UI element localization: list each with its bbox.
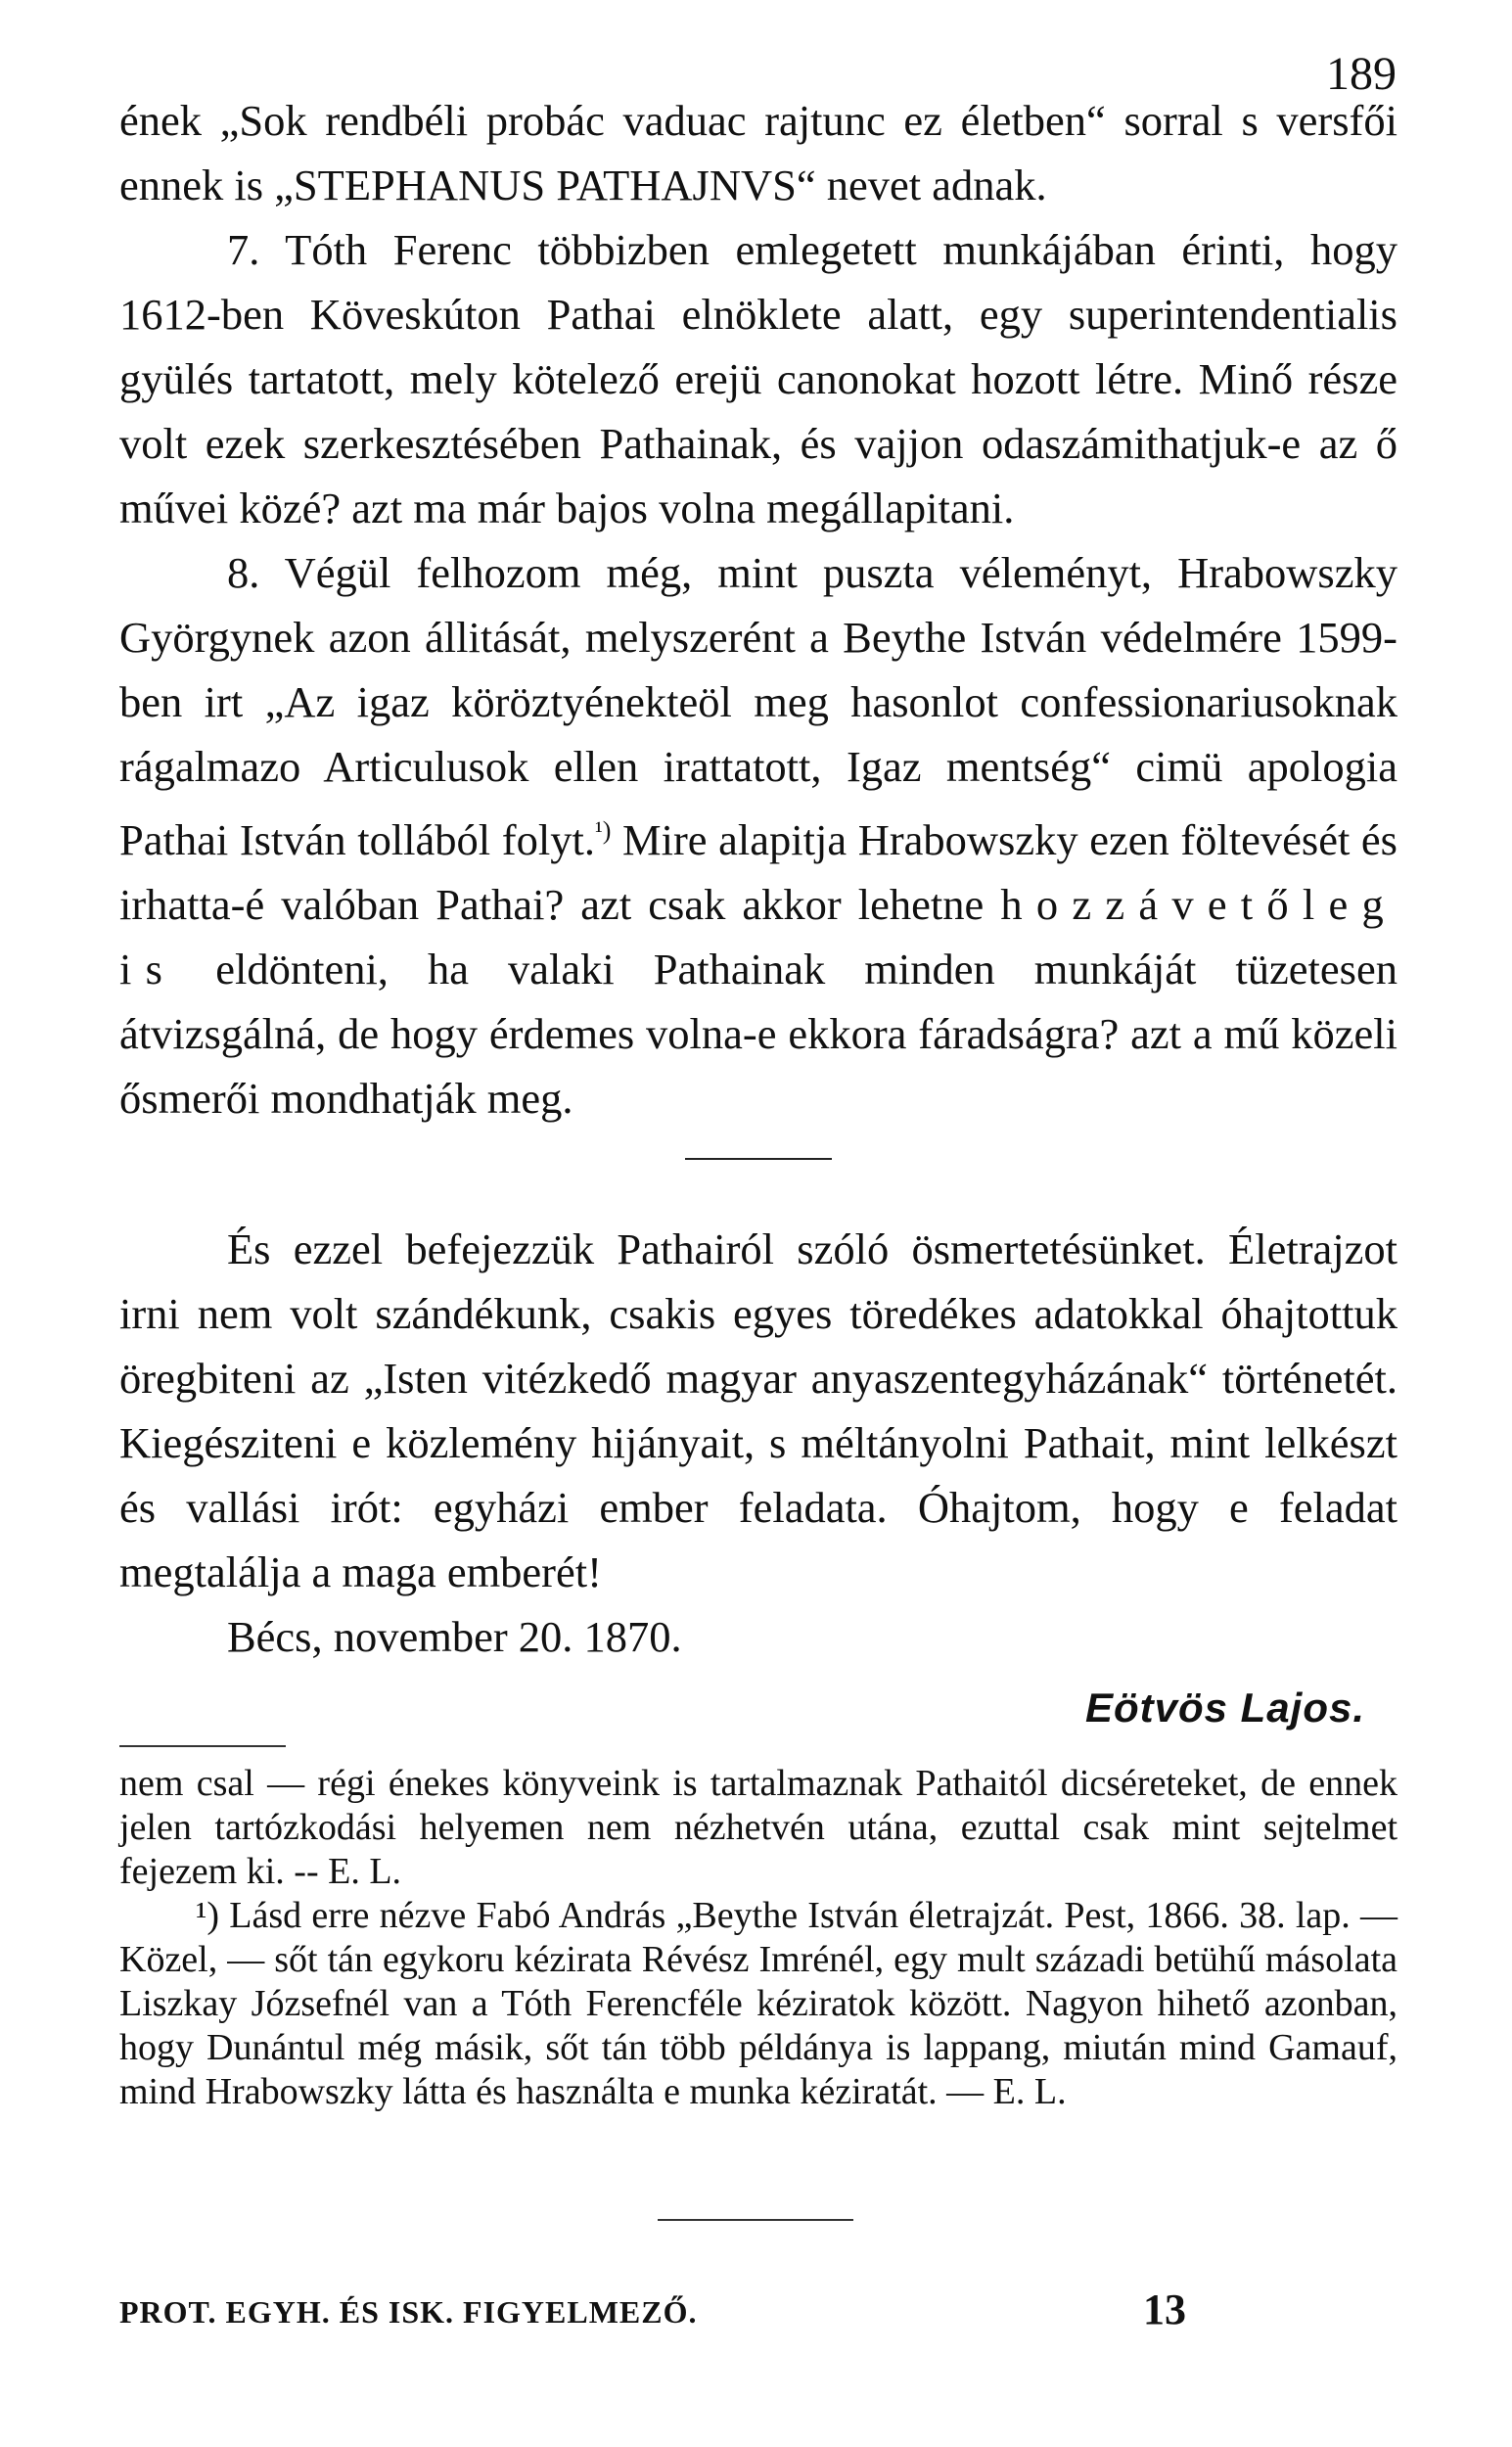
journal-title-footer: PROT. EGYH. ÉS ISK. FIGYELMEZŐ. [119, 2294, 698, 2330]
footnote-separator [119, 1745, 286, 1747]
closing-paragraph: És ezzel befejezzük Pathairól szóló ösmertetésünket. Életrajzot irni nem volt szándékunk, csakis egyes töredékes adatokkal óhajtottuk öregbiteni az „Isten vitézkedő magyar anyaszentegyházának“ történetét. Kiegésziteni e közlemény hijányait, s méltányolni Pathait, mint lelkészt és vallási irót: egyházi ember feladata. Óhajtom, hogy e feladat megtalálja a maga emberét! [119, 1224, 1397, 1596]
footnote-1: ¹) Lásd erre nézve Fabó András „Beythe István életrajzát. Pest, 1866. 38. lap. — Közel, — sőt tán egykoru kézirata Révész Imrénél, egy mult századi betühű másolata Liszkay Józsefnél van a Tóth Ferencféle kéziratok között. Nagyon hihető azonban, hogy Dunántul még másik, sőt tán több példánya is lappang, miután mind Gamauf, mind Hrabowszky látta és használta e munka kéziratát. — E. L. [119, 1895, 1397, 2112]
article-body [119, 88, 1397, 1669]
section-separator [685, 1158, 832, 1160]
paragraph-8-text-start: 8. Végül felhozom még, mint puszta véleményt, Hrabowszky Györgynek azon állitását, melyszerént a Beythe István védelmére 1599-ben irt „Az igaz köröztyénekteöl meg hasonlot confessionariusoknak rágalmazo Articulusok ellen irattatott, Igaz mentség“ cimü apologia Pathai István tollából folyt. [119, 548, 1397, 864]
paragraph-8-text-end: eldönteni, ha valaki Pathainak minden munkáját tüzetesen átvizsgálná, de hogy érdemes volna-e ekkora fáradságra? azt a mű közeli ősmerői mondhatják meg. [119, 944, 1397, 1123]
footnote-continued: nem csal — régi énekes könyveink is tartalmaznak Pathaitól dicséreteket, de ennek jelen tartózkodási helyemen nem nézhetvén utána, ezuttal csak mint sejtelmet fejezem ki. -- E. L. [119, 1763, 1397, 1892]
author-signature: Eötvös Lajos. [1084, 1685, 1365, 1731]
signature-number-footer: 13 [1143, 2285, 1186, 2333]
paragraph-8-text-middle: Mire alapitja Hrabowszky ezen föltevését és irhatta-é valóban Pathai? azt csak akkor lehetne [119, 814, 1397, 929]
footnote-end-rule [658, 2219, 853, 2221]
footnotes [119, 1762, 1397, 2114]
paragraph-8 [119, 540, 1397, 1131]
paragraph-continuation: ének „Sok rendbéli probác vaduac rajtunc ez életben“ sorral s versfői ennek is „STEPHANUS PATHAJNVS“ nevet adnak. [119, 96, 1397, 209]
emphasized-spaced-text: hozzávetőleg is [119, 879, 1397, 993]
paragraph-7: 7. Tóth Ferenc többizben emlegetett munkájában érinti, hogy 1612-ben Köveskúton Pathai elnöklete alatt, egy superintendentialis gyülés tartatott, mely kötelező erejü canonokat hozott létre. Minő része volt ezek szerkesztésében Pathainak, és vajjon odaszámithatjuk-e az ő művei közé? azt ma már bajos volna megállapitani. [119, 225, 1397, 532]
page-number: 189 [1326, 48, 1397, 100]
dateline: Bécs, november 20. 1870. [227, 1611, 682, 1661]
footnote-reference: ¹) [594, 816, 612, 845]
